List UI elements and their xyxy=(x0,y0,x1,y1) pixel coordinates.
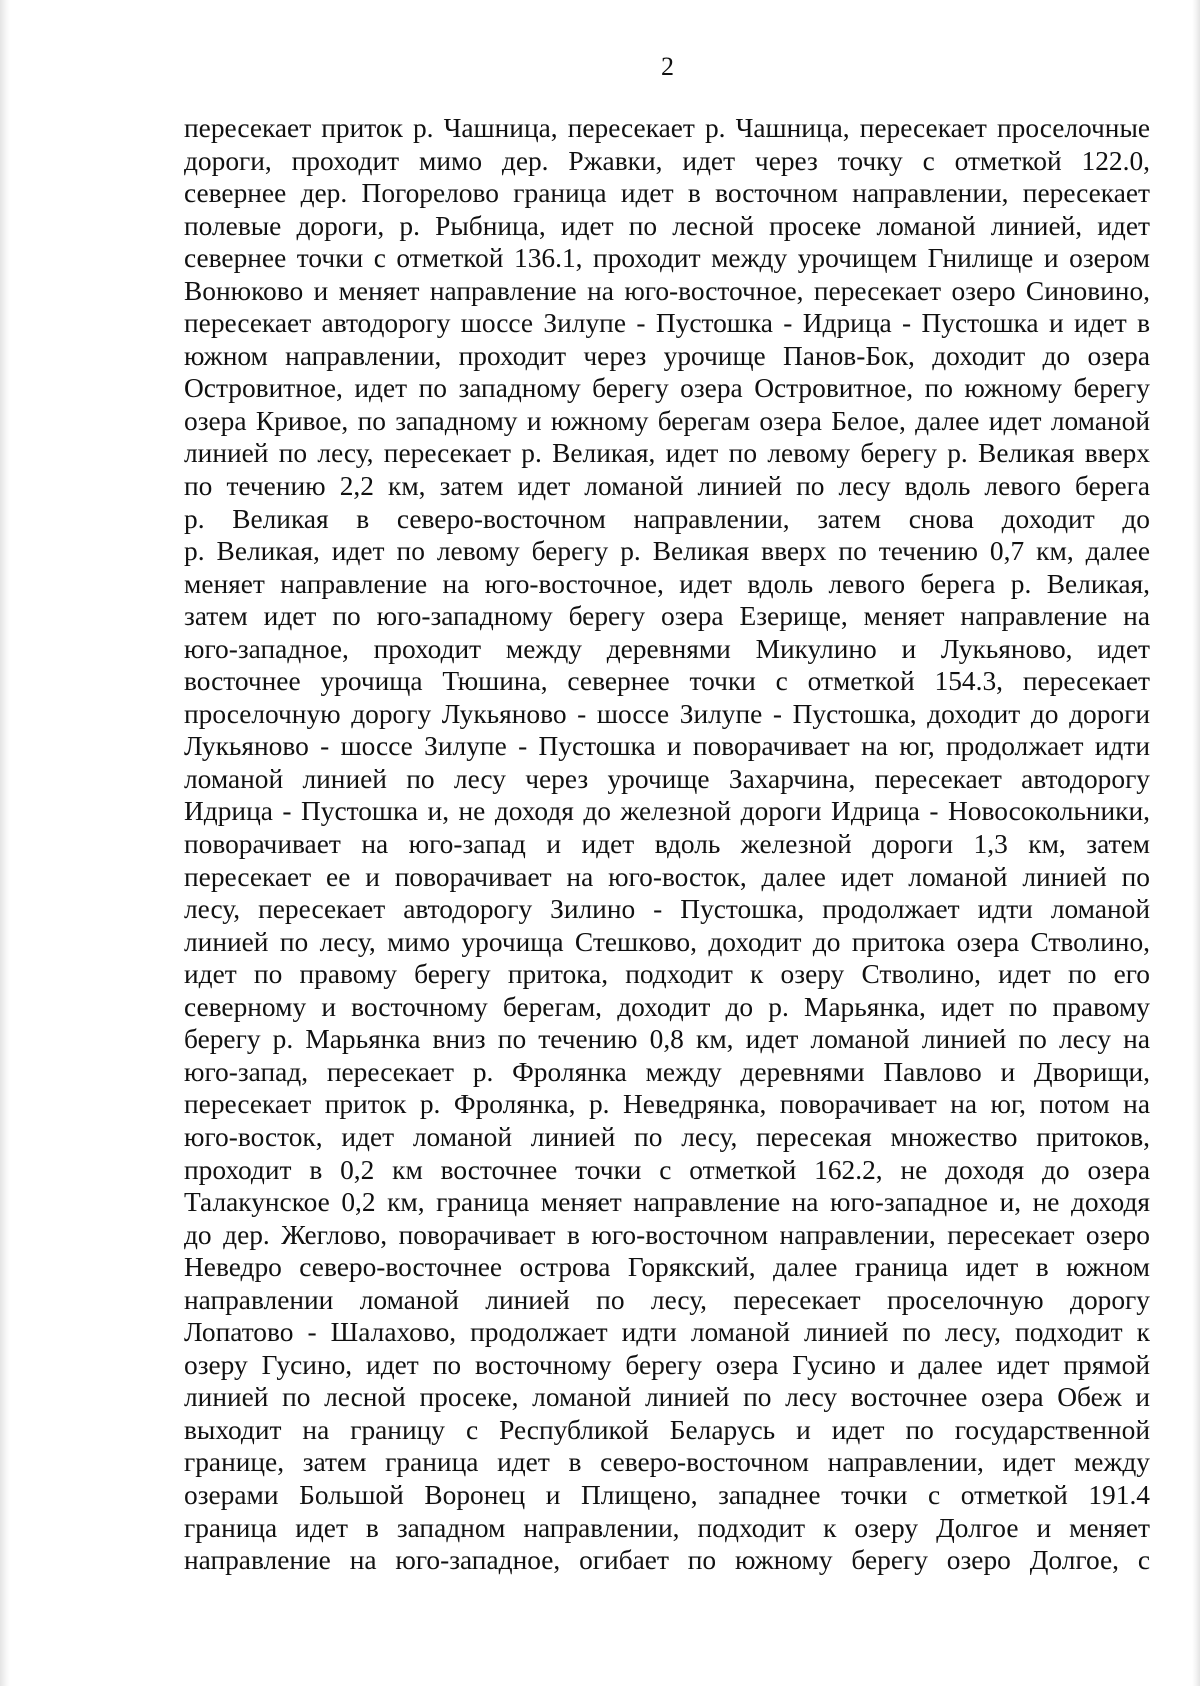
text-line: граница идет в западном направлении, подходит к озеру Долгое и меняет xyxy=(184,1512,1150,1543)
text-line: идет по правому берегу притока, подходит к озеру Стволино, идет по его xyxy=(184,959,1150,990)
text-line: линией по лесу, мимо урочища Стешково, доходит до притока озера Стволино, xyxy=(184,926,1150,957)
text-line: северному и восточному берегам, доходит до р. Марьянка, идет по правому xyxy=(184,991,1150,1022)
text-line: полевые дороги, р. Рыбница, идет по лесной просеке ломаной линией, идет xyxy=(184,210,1150,241)
text-line: дороги, проходит мимо дер. Ржавки, идет через точку с отметкой 122.0, xyxy=(184,145,1150,176)
text-line: по течению 2,2 км, затем идет ломаной линией по лесу вдоль левого берега xyxy=(184,471,1150,502)
text-line: лесу, пересекает автодорогу Зилино - Пустошка, продолжает идти ломаной xyxy=(184,894,1150,925)
text-line: пересекает приток р. Чашница, пересекает р. Чашница, пересекает проселочные xyxy=(184,113,1150,143)
text-line: до дер. Жеглово, поворачивает в юго-восточном направлении, пересекает озеро xyxy=(184,1219,1150,1250)
text-line: Идрица - Пустошка и, не доходя до железной дороги Идрица - Новосокольники, xyxy=(184,796,1150,827)
page-number: 2 xyxy=(661,52,674,81)
text-line: севернее дер. Погорелово граница идет в восточном направлении, пересекает xyxy=(184,178,1150,209)
text-line: Неведро северо-восточнее острова Горякский, далее граница идет в южном xyxy=(184,1252,1150,1283)
text-line: восточнее урочища Тюшина, севернее точки с отметкой 154.3, пересекает xyxy=(184,666,1150,697)
text-line: линией по лесу, пересекает р. Великая, идет по левому берегу р. Великая вверх xyxy=(184,438,1150,469)
scan-edge-left xyxy=(0,0,10,1686)
text-line: пересекает приток р. Фролянка, р. Неведрянка, поворачивает на юг, потом на xyxy=(184,1089,1150,1120)
text-line: ломаной линией по лесу через урочище Захарчина, пересекает автодорогу xyxy=(184,763,1150,794)
text-line: границе, затем граница идет в северо-восточном направлении, идет между xyxy=(184,1447,1150,1478)
text-line: юго-запад, пересекает р. Фролянка между деревнями Павлово и Дворищи, xyxy=(184,1056,1150,1087)
text-line: Вонюково и меняет направление на юго-восточное, пересекает озеро Синовино, xyxy=(184,275,1150,306)
text-line: Островитное, идет по западному берегу озера Островитное, по южному берегу xyxy=(184,373,1150,404)
text-line: затем идет по юго-западному берегу озера Езерище, меняет направление на xyxy=(184,601,1150,632)
text-line: выходит на границу с Республикой Беларусь и идет по государственной xyxy=(184,1414,1150,1445)
text-line: озерами Большой Воронец и Плищено, западнее точки с отметкой 191.4 xyxy=(184,1479,1150,1510)
text-line: севернее точки с отметкой 136.1, проходит между урочищем Гнилище и озером xyxy=(184,243,1150,274)
text-line: меняет направление на юго-восточное, идет вдоль левого берега р. Великая, xyxy=(184,568,1150,599)
text-line: р. Великая, идет по левому берегу р. Великая вверх по течению 0,7 км, далее xyxy=(184,536,1150,567)
text-line: южном направлении, проходит через урочище Панов-Бок, доходит до озера xyxy=(184,340,1150,371)
text-line: направление на юго-западное, огибает по южному берегу озеро Долгое, с xyxy=(184,1545,1150,1576)
text-line: Лукьяново - шоссе Зилупе - Пустошка и поворачивает на юг, продолжает идти xyxy=(184,731,1150,762)
text-line: поворачивает на юго-запад и идет вдоль железной дороги 1,3 км, затем xyxy=(184,829,1150,860)
text-line: Талакунское 0,2 км, граница меняет направление на юго-западное и, не доходя xyxy=(184,1187,1150,1218)
text-line: направлении ломаной линией по лесу, пересекает проселочную дорогу xyxy=(184,1284,1150,1315)
text-line: пересекает автодорогу шоссе Зилупе - Пустошка - Идрица - Пустошка и идет в xyxy=(184,308,1150,339)
text-line: озера Кривое, по западному и южному берегам озера Белое, далее идет ломаной xyxy=(184,405,1150,436)
body-text xyxy=(184,112,1150,1577)
text-line: озеру Гусино, идет по восточному берегу озера Гусино и далее идет прямой xyxy=(184,1349,1150,1380)
text-line: юго-восток, идет ломаной линией по лесу, пересекая множество притоков, xyxy=(184,1121,1150,1152)
scan-edge-right xyxy=(1192,0,1200,1686)
text-line: линией по лесной просеке, ломаной линией по лесу восточнее озера Обеж и xyxy=(184,1382,1150,1413)
text-line: юго-западное, проходит между деревнями Микулино и Лукьяново, идет xyxy=(184,633,1150,664)
text-line: пересекает ее и поворачивает на юго-восток, далее идет ломаной линией по xyxy=(184,861,1150,892)
text-line: берегу р. Марьянка вниз по течению 0,8 км, идет ломаной линией по лесу на xyxy=(184,1024,1150,1055)
text-line: проселочную дорогу Лукьяново - шоссе Зилупе - Пустошка, доходит до дороги xyxy=(184,698,1150,729)
text-line: р. Великая в северо-восточном направлении, затем снова доходит до xyxy=(184,503,1150,534)
text-line: проходит в 0,2 км восточнее точки с отметкой 162.2, не доходя до озера xyxy=(184,1154,1150,1185)
text-line: Лопатово - Шалахово, продолжает идти ломаной линией по лесу, подходит к xyxy=(184,1317,1150,1348)
